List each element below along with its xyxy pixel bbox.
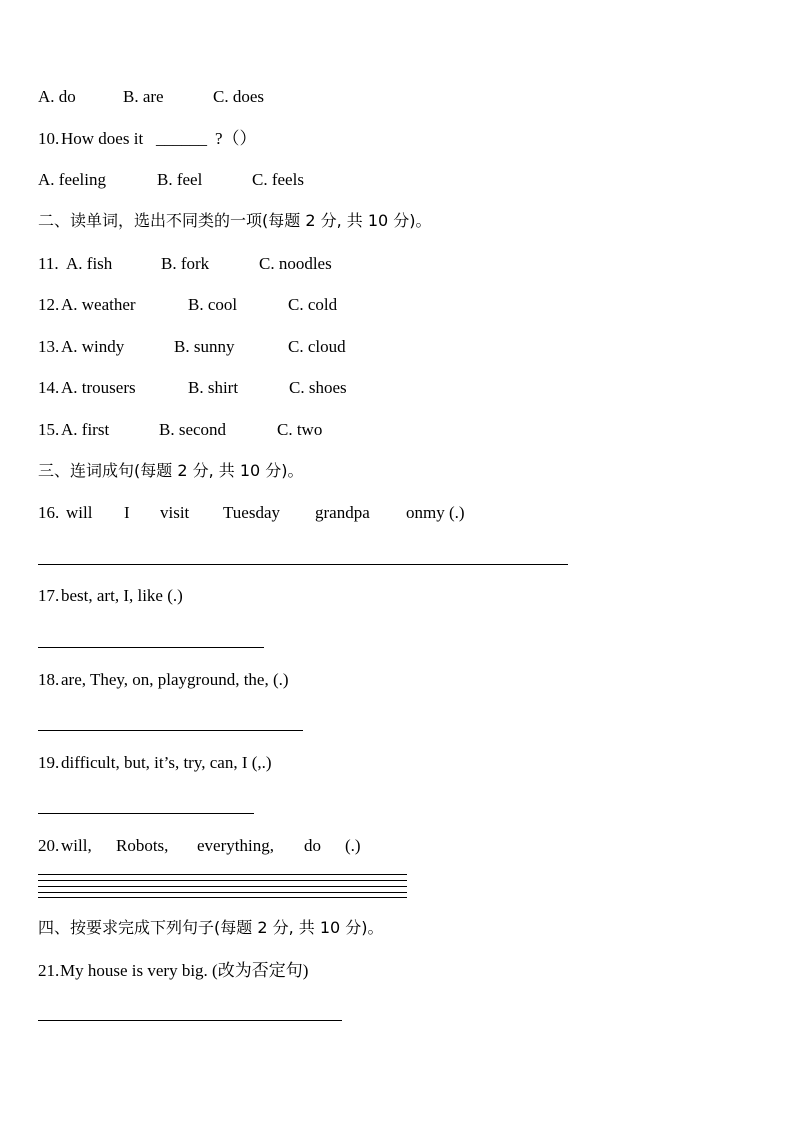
q12-option-c: C. cold (288, 295, 338, 314)
q16-answer-line[interactable] (38, 564, 568, 565)
q12-option-a: A. weather (61, 295, 136, 314)
section-2-title: 二、读单词，选出不同类的一项(每题 2 分, 共 10 分)。 (38, 211, 432, 230)
q15-option-a: A. first (61, 420, 110, 439)
section-4-title: 四、按要求完成下列句子(每题 2 分, 共 10 分)。 (38, 918, 384, 937)
q16-word-2: I (124, 503, 130, 522)
q14-option-c: C. shoes (289, 378, 347, 397)
q16-word-5: grandpa (315, 503, 370, 522)
q16-number: 16. (38, 503, 60, 522)
q16-word-4: Tuesday (223, 503, 280, 522)
q10-option-c: C. feels (252, 170, 304, 189)
q20-word-1: will, (61, 836, 92, 855)
q10-option-b: B. feel (157, 170, 203, 189)
q17-answer-line[interactable] (38, 647, 264, 648)
q13-option-c: C. cloud (288, 337, 346, 356)
q10-option-a: A. feeling (38, 170, 106, 189)
q20-number: 20. (38, 836, 60, 855)
q20-answer-line-3[interactable] (38, 886, 407, 887)
q20-word-5: (.) (345, 836, 361, 855)
q18-answer-line[interactable] (38, 730, 303, 731)
q20-answer-line-1[interactable] (38, 874, 407, 875)
section-3-title: 三、连词成句(每题 2 分, 共 10 分)。 (38, 461, 304, 480)
q21-text: My house is very big. (改为否定句) (60, 961, 309, 980)
q12-option-b: B. cool (188, 295, 238, 314)
q19-number: 19. (38, 753, 60, 772)
q15-option-c: C. two (277, 420, 323, 439)
q18-number: 18. (38, 670, 60, 689)
q20-word-2: Robots, (116, 836, 169, 855)
q21-number: 21. (38, 961, 60, 980)
q19-answer-line[interactable] (38, 813, 254, 814)
q15-number: 15. (38, 420, 60, 439)
q20-word-3: everything, (197, 836, 274, 855)
q10-blank: ______ (156, 129, 207, 148)
q19-text: difficult, but, it’s, try, can, I (,.) (61, 753, 272, 772)
q9-option-a: A. do (38, 87, 76, 106)
q18-text: are, They, on, playground, the, (.) (61, 670, 289, 689)
q14-number: 14. (38, 378, 60, 397)
q10-text: How does it (61, 129, 144, 148)
q10-number: 10. (38, 129, 60, 148)
q13-option-a: A. windy (61, 337, 125, 356)
q20-answer-line-5[interactable] (38, 897, 407, 898)
q20-answer-line-4[interactable] (38, 892, 407, 893)
q15-option-b: B. second (159, 420, 227, 439)
q11-number: 11. (38, 254, 59, 273)
q11-option-b: B. fork (161, 254, 210, 273)
q11-option-c: C. noodles (259, 254, 332, 273)
q11-option-a: A. fish (66, 254, 113, 273)
q20-word-4: do (304, 836, 321, 855)
q14-option-b: B. shirt (188, 378, 239, 397)
q17-text: best, art, I, like (.) (61, 586, 183, 605)
q9-option-c: C. does (213, 87, 264, 106)
q9-option-b: B. are (123, 87, 164, 106)
q13-number: 13. (38, 337, 60, 356)
q17-number: 17. (38, 586, 60, 605)
q16-word-1: will (66, 503, 93, 522)
q14-option-a: A. trousers (61, 378, 136, 397)
q20-answer-line-2[interactable] (38, 880, 407, 881)
q16-word-6: onmy (.) (406, 503, 465, 522)
q10-tail: ?（） (215, 129, 257, 148)
q13-option-b: B. sunny (174, 337, 235, 356)
q16-word-3: visit (160, 503, 190, 522)
q21-answer-line[interactable] (38, 1020, 342, 1021)
q12-number: 12. (38, 295, 60, 314)
